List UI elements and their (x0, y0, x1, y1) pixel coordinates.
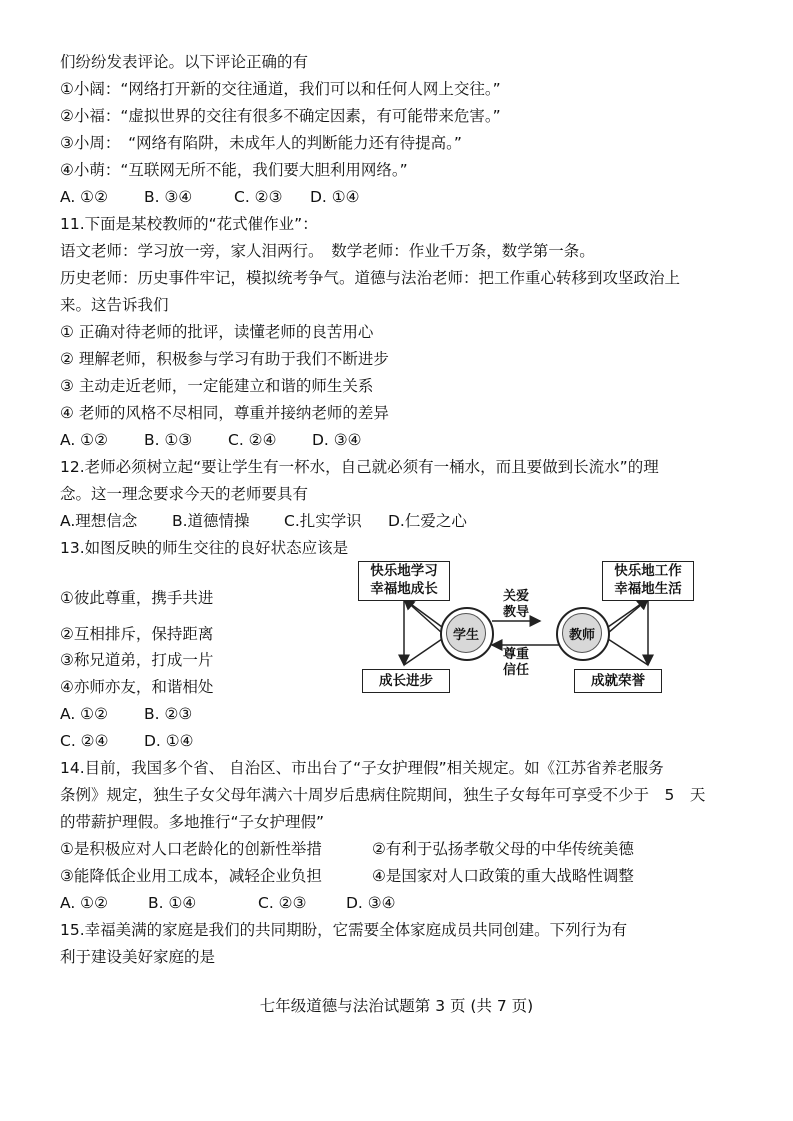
student-label: 学生 (446, 613, 486, 653)
q13-option-b: B. ②③ (144, 705, 193, 723)
q11-line-2: 历史老师：历史事件牢记，模拟统考争气。道德与法治老师：把工作重心转移到攻坚政治上 (60, 269, 681, 287)
q10-option-a: A. ①② (60, 188, 108, 206)
q11-item-1: ① 正确对待老师的批评，读懂老师的良苦用心 (60, 323, 374, 341)
honor-box: 成就荣誉 (574, 669, 662, 693)
line-left-lower (404, 639, 442, 665)
q14-option-c: C. ②③ (258, 894, 307, 912)
q12-stem-1: 12.老师必须树立起“要让学生有一杯水，自己就必须有一桶水，而且要做到长流水”的理 (60, 458, 659, 476)
q14-options (60, 893, 396, 913)
line-right-lower (608, 639, 648, 665)
q13-item-1: ①彼此尊重，携手共进 (60, 589, 214, 607)
q13-options-row-2 (60, 731, 194, 751)
teacher-label: 教师 (562, 613, 602, 653)
care-guide-label (496, 589, 536, 621)
q12-stem-2: 念。这一理念要求今天的老师要具有 (60, 485, 309, 503)
q13-item-2: ②互相排斥，保持距离 (60, 625, 214, 643)
q15-stem-2: 利于建设美好家庭的是 (60, 948, 216, 966)
q13-option-d: D. ①④ (144, 732, 194, 750)
q14-items-row-1 (60, 839, 634, 859)
q13-options-row-1 (60, 704, 192, 724)
student-goal-line-1: 快乐地学习 (370, 563, 438, 579)
student-circle (440, 607, 494, 661)
q11-option-d: D. ③④ (312, 431, 362, 449)
teacher-circle (556, 607, 610, 661)
q13-item-4: ④亦师亦友，和谐相处 (60, 678, 214, 696)
q11-options (60, 430, 362, 450)
q14-option-d: D. ③④ (346, 894, 396, 912)
guide-label: 教导 (502, 605, 529, 620)
q15-stem-1: 15.幸福美满的家庭是我们的共同期盼，它需要全体家庭成员共同创建。下列行为有 (60, 921, 628, 939)
q11-item-3: ③ 主动走近老师，一定能建立和谐的师生关系 (60, 377, 374, 395)
q11-item-2: ② 理解老师，积极参与学习有助于我们不断进步 (60, 350, 389, 368)
q13-option-c: C. ②④ (60, 732, 109, 750)
q12-option-a: A.理想信念 (60, 512, 138, 530)
page-footer: 七年级道德与法治试题第 3 页 (共 7 页) (259, 997, 534, 1015)
q10-comment-4: ④小萌：“互联网无所不能，我们要大胆利用网络。” (60, 161, 408, 179)
teacher-goal-box (602, 561, 694, 601)
q14-stem-1: 14.目前，我国多个省、 自治区、市出台了“子女护理假”相关规定。如《江苏省养老服务 (60, 759, 664, 777)
q10-comment-3: ③小周： “网络有陷阱，未成年人的判断能力还有待提高。” (60, 134, 462, 152)
q12-option-b: B.道德情操 (172, 512, 250, 530)
q10-option-c: C. ②③ (234, 188, 283, 206)
q14-item-3: ③能降低企业用工成本，减轻企业负担 (60, 867, 322, 885)
q14-item-4: ④是国家对人口政策的重大战略性调整 (372, 867, 634, 885)
q14-item-1: ①是积极应对人口老龄化的创新性举措 (60, 840, 322, 858)
teacher-goal-line-2: 幸福地生活 (614, 581, 682, 597)
q11-stem: 11.下面是某校教师的“花式催作业”： (60, 215, 318, 233)
teacher-student-diagram (356, 557, 696, 702)
q11-item-4: ④ 老师的风格不尽相同，尊重并接纳老师的差异 (60, 404, 389, 422)
q10-stem-continuation: 们纷纷发表评论。以下评论正确的有 (60, 53, 309, 71)
q14-stem-3: 的带薪护理假。多地推行“子女护理假” (60, 813, 325, 831)
growth-box: 成长进步 (362, 669, 450, 693)
q13-stem: 13.如图反映的师生交往的良好状态应该是 (60, 539, 349, 557)
student-goal-line-2: 幸福地成长 (370, 581, 438, 597)
q11-option-b: B. ①③ (144, 431, 193, 449)
care-label: 关爱 (502, 589, 529, 604)
q14-option-b: B. ①④ (148, 894, 197, 912)
arrow-right-up (608, 599, 648, 633)
q10-comment-2: ②小福：“虚拟世界的交往有很多不确定因素，有可能带来危害。” (60, 107, 501, 125)
q11-line-1: 语文老师：学习放一旁，家人泪两行。 数学老师：作业千万条，数学第一条。 (60, 242, 595, 260)
q14-item-2: ②有利于弘扬孝敬父母的中华传统美德 (372, 840, 634, 858)
respect-trust-label (496, 647, 536, 679)
q12-options (60, 511, 467, 531)
respect-label: 尊重 (502, 647, 529, 662)
teacher-goal-line-1: 快乐地工作 (614, 563, 682, 579)
q12-option-c: C.扎实学识 (284, 512, 362, 530)
q14-option-a: A. ①② (60, 894, 108, 912)
q10-option-d: D. ①④ (310, 188, 360, 206)
q10-option-b: B. ③④ (144, 188, 193, 206)
q12-option-d: D.仁爱之心 (388, 512, 467, 530)
q13-option-a: A. ①② (60, 705, 108, 723)
q10-options (60, 187, 360, 207)
q11-option-a: A. ①② (60, 431, 108, 449)
q11-line-3: 来。这告诉我们 (60, 296, 169, 314)
q11-option-c: C. ②④ (228, 431, 277, 449)
student-goal-box (358, 561, 450, 601)
arrow-left-up (404, 599, 442, 633)
q13-item-3: ③称兄道弟，打成一片 (60, 651, 214, 669)
q10-comment-1: ①小阔：“网络打开新的交往通道，我们可以和任何人网上交往。” (60, 80, 501, 98)
trust-label: 信任 (502, 663, 529, 678)
q14-items-row-2 (60, 866, 634, 886)
q14-stem-2: 条例》规定，独生子女父母年满六十周岁后患病住院期间，独生子女每年可享受不少于 5 天 (60, 786, 706, 804)
